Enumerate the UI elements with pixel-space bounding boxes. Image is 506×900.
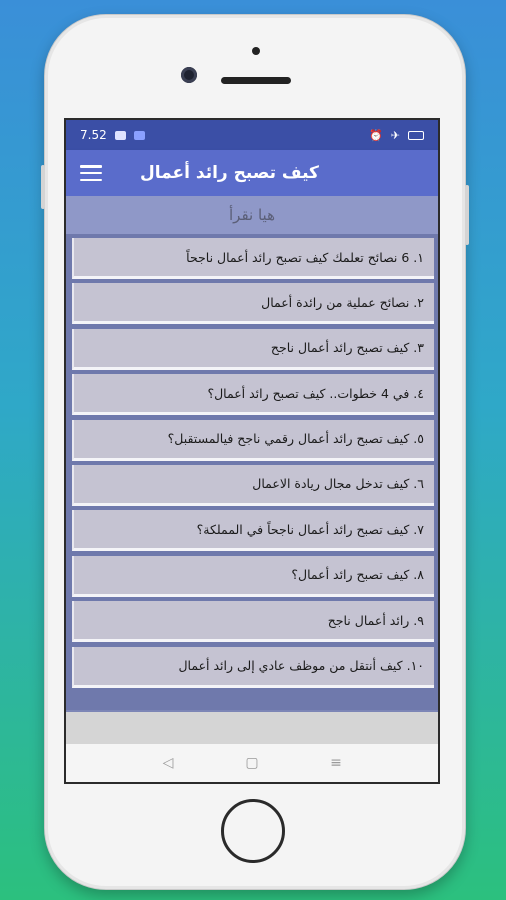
home-icon[interactable]: ▢ bbox=[245, 755, 259, 771]
front-camera bbox=[181, 67, 197, 83]
status-bar bbox=[66, 120, 438, 150]
back-icon[interactable]: ◁ bbox=[162, 755, 174, 771]
earpiece-speaker bbox=[221, 77, 291, 84]
volume-button bbox=[41, 165, 45, 209]
list-item[interactable]: ٥. كيف تصبح رائد أعمال رقمي ناجح فيالمستقبل؟ bbox=[72, 420, 434, 461]
battery-icon bbox=[408, 131, 424, 140]
list-item[interactable]: ٨. كيف تصبح رائد أعمال؟ bbox=[72, 556, 434, 597]
power-button bbox=[465, 185, 469, 245]
airplane-icon: ✈ bbox=[390, 128, 400, 142]
home-button[interactable] bbox=[221, 799, 285, 863]
list-item[interactable]: ٦. كيف تدخل مجال ريادة الاعمال bbox=[72, 465, 434, 506]
banner-text: هيا نقرأ bbox=[66, 196, 438, 234]
list-item[interactable]: ٣. كيف تصبح رائد أعمال ناجح bbox=[72, 329, 434, 370]
status-time: 7.52 bbox=[80, 128, 107, 142]
alarm-icon: ⏰ bbox=[369, 128, 383, 142]
list-item[interactable]: ١٠. كيف أنتقل من موظف عادي إلى رائد أعمال bbox=[72, 647, 434, 688]
list-item[interactable]: ١. 6 نصائح تعلمك كيف تصبح رائد أعمال ناجحاً bbox=[72, 238, 434, 279]
list-item[interactable]: ٩. رائد أعمال ناجح bbox=[72, 601, 434, 642]
app-bar bbox=[66, 150, 438, 196]
system-nav-bar bbox=[66, 744, 438, 782]
notification-icon bbox=[134, 131, 145, 140]
photo-icon bbox=[115, 131, 126, 140]
app-title: كيف تصبح رائد أعمال bbox=[140, 163, 319, 183]
list-item[interactable]: ٤. في 4 خطوات.. كيف تصبح رائد أعمال؟ bbox=[72, 374, 434, 415]
recents-icon[interactable]: ≡ bbox=[330, 755, 342, 771]
list-item[interactable]: ٧. كيف تصبح رائد أعمال ناجحاً في المملكة؟ bbox=[72, 510, 434, 551]
sensor-dot bbox=[252, 47, 260, 55]
hamburger-menu-icon[interactable] bbox=[80, 165, 102, 181]
list-item[interactable]: ٢. نصائح عملية من رائدة أعمال bbox=[72, 283, 434, 324]
footer-area bbox=[66, 712, 438, 748]
app-screen bbox=[64, 118, 440, 784]
article-list bbox=[66, 234, 438, 710]
